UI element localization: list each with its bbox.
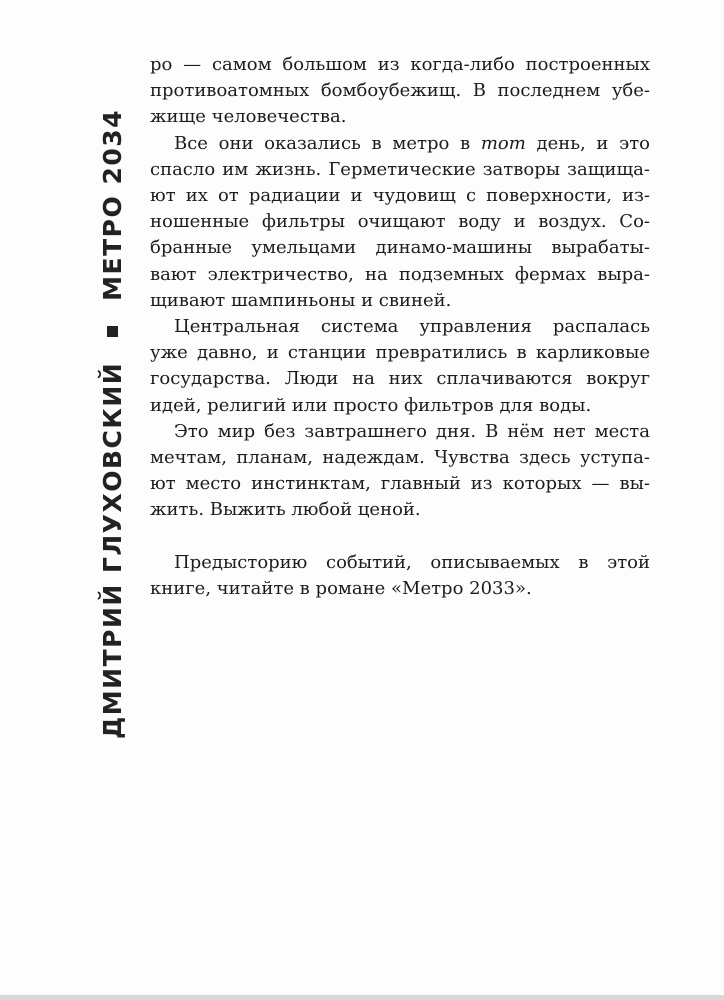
spine-author: ДМИТРИЙ ГЛУХОВСКИЙ <box>97 361 127 739</box>
emphasis-text: тот <box>480 132 526 154</box>
text-line: Это мир без завтрашнего дня. В нём нет места <box>174 420 650 442</box>
text-line: книге, читайте в романе «Метро 2033». <box>150 577 532 599</box>
spine-book-title: МЕТРО 2034 <box>97 108 127 301</box>
text-line: государства. Люди на них сплачиваются вокруг <box>150 368 650 390</box>
text-segment: Все они оказались в метро в <box>174 132 481 154</box>
paragraph-2 <box>150 131 650 314</box>
text-line: уже давно, и станции превратились в карликовые <box>150 342 650 364</box>
text-line: ют их от радиации и чудовищ с поверхности, из- <box>150 185 650 207</box>
paragraph-4 <box>150 419 650 524</box>
text-line <box>150 131 650 157</box>
text-line: ношенные фильтры очищают воду и воздух. Со- <box>150 211 650 233</box>
text-line: Предысторию событий, описываемых в этой <box>174 551 650 573</box>
text-line: бранные умельцами динамо-машины вырабаты- <box>150 237 650 259</box>
paragraph-3 <box>150 314 650 419</box>
text-line: идей, религий или просто фильтров для воды. <box>150 394 592 416</box>
separator-square-icon <box>107 326 118 337</box>
text-line: жить. Выжить любой ценой. <box>150 499 421 521</box>
text-line: Центральная система управления распалась <box>174 316 650 338</box>
text-line: ро — самом большом из когда-либо построенных <box>150 54 650 75</box>
paragraph-5 <box>150 550 650 602</box>
spine-running-head <box>92 108 132 739</box>
text-segment: день, и это <box>525 132 650 154</box>
text-line: противоатомных бомбоубежищ. В последнем убе- <box>150 80 650 102</box>
page-bottom-edge <box>0 995 724 1000</box>
text-line: жище человечества. <box>150 106 347 128</box>
text-line: ют место инстинктам, главный из которых — вы- <box>150 473 650 495</box>
paragraph-gap <box>150 524 650 550</box>
paragraph-1 <box>150 52 650 131</box>
text-line: мечтам, планам, надеждам. Чувства здесь уступа- <box>150 447 650 469</box>
text-line: вают электричество, на подземных фермах выра- <box>150 263 650 285</box>
text-line: спасло им жизнь. Герметические затворы защища- <box>150 158 650 180</box>
body-text <box>150 52 650 602</box>
text-line: щивают шампиньоны и свиней. <box>150 289 452 311</box>
